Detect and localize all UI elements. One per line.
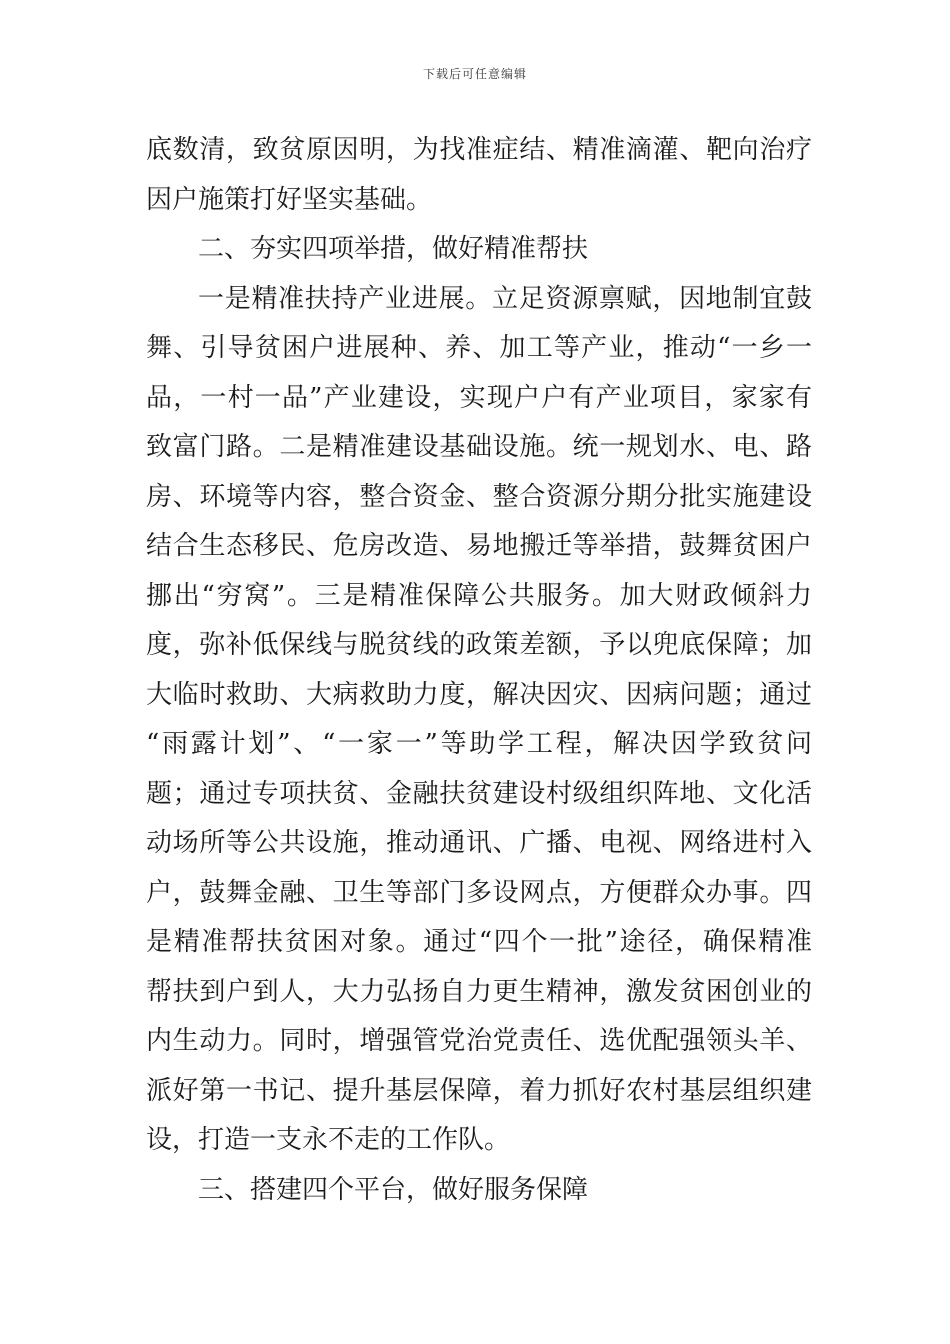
body-text [146,126,812,1215]
paragraph-heading-line: 一是精准扶持产业进展。立足资源禀赋，因地制宜鼓 [198,283,812,314]
text-line: 派好第一书记、提升基层保障，着力抓好农村基层组织建 [146,1075,812,1106]
text-line: 舞、引导贫困户进展种、养、加工等产业，推动“一乡一 [146,333,812,363]
text-line: 题；通过专项扶贫、金融扶贫建设村级组织阵地、文化活 [146,778,812,809]
page-header: 下载后可任意编辑 [422,67,527,81]
text-line: 是精准帮扶贫困对象。通过“四个一批”途径，确保精准 [146,927,812,957]
text-line: 内生动力。同时，增强管党治党责任、选优配强领头羊、 [146,1026,812,1056]
text-line: 致富门路。二是精准建设基础设施。统一规划水、电、路 [146,432,812,462]
text-line: 帮扶到户到人，大力弘扬自力更生精神，激发贫困创业的 [146,976,812,1007]
text-line: 度，弥补低保线与脱贫线的政策差额，予以兜底保障；加 [146,630,812,660]
text-line: 动场所等公共设施，推动通讯、广播、电视、网络进村入 [146,828,812,858]
text-line: 设，打造一支永不走的工作队。 [146,1125,511,1155]
text-line: 因户施策打好坚实基础。 [146,184,433,215]
text-line: 大临时救助、大病救助力度，解决因灾、因病问题；通过 [146,679,812,710]
paragraph-heading-line: 三、搭建四个平台，做好服务保障 [198,1174,589,1205]
paragraph-heading-line: 二、夯实四项举措，做好精准帮扶 [198,234,589,264]
text-line: 结合生态移民、危房改造、易地搬迁等举措，鼓舞贫困户 [146,531,812,561]
text-line: 户，鼓舞金融、卫生等部门多设网点，方便群众办事。四 [146,877,812,908]
text-line: 底数清，致贫原因明，为找准症结、精准滴灌、靶向治疗 [146,135,812,165]
text-line: 挪出“穷窝”。三是精准保障公共服务。加大财政倾斜力 [146,580,812,611]
text-line: “雨露计划”、“一家一”等助学工程，解决因学致贫问 [146,729,812,759]
text-line: 房、环境等内容，整合资金、整合资源分期分批实施建设 [146,481,812,512]
text-line: 品，一村一品”产业建设，实现户户有产业项目，家家有 [146,382,812,413]
